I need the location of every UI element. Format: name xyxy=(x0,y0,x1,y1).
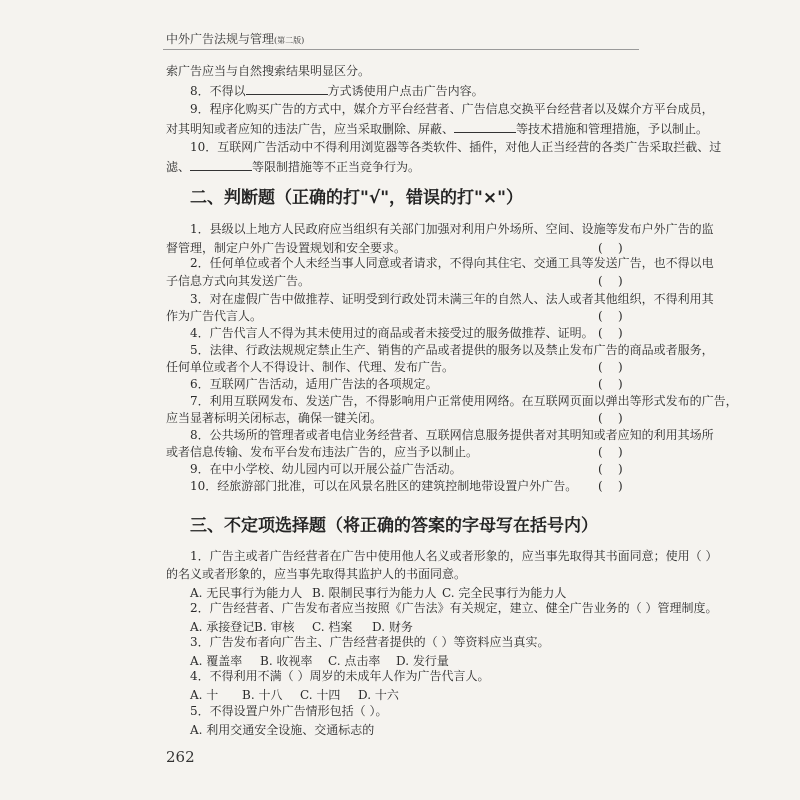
answer-parentheses[interactable]: ( ) xyxy=(598,445,623,459)
text-line: 2．任何单位或者个人未经当事人同意或者请求，不得向其住宅、交通工具等发送广告，也不得以电 xyxy=(190,256,714,270)
fill-blank-question-8: 8．不得以 方式诱使用户点击广告内容。 xyxy=(190,84,484,98)
option-b[interactable]: B. 收视率 xyxy=(260,654,313,668)
option-c[interactable]: C. 点击率 xyxy=(328,654,381,668)
option-d[interactable]: D. 财务 xyxy=(372,620,413,634)
text-line: 3．广告发布者向广告主、广告经营者提供的（ ）等资料应当真实。 xyxy=(190,635,550,649)
text-line: 的名义或者形象的，应当事先取得其监护人的书面同意。 xyxy=(166,567,467,581)
answer-parentheses[interactable]: ( ) xyxy=(598,326,623,340)
answer-parentheses[interactable]: ( ) xyxy=(598,274,623,288)
text-line: 作为广告代言人。 xyxy=(166,309,263,323)
text-line: 督管理，制定户外广告设置规划和安全要求。 xyxy=(166,241,407,255)
option-a[interactable]: A. 覆盖率 xyxy=(190,654,243,668)
section-title-true-false: 二、判断题（正确的打"√"，错误的打"×"） xyxy=(190,188,524,208)
text-line: 子信息方式向其发送广告。 xyxy=(166,274,311,288)
fill-blank-question-9: 对其明知或者应知的违法广告，应当采取删除、屏蔽、 等技术措施和管理措施，予以制止。 xyxy=(166,122,709,136)
option-b[interactable]: B. 限制民事行为能力人 xyxy=(312,586,437,600)
text-line: 1．县级以上地方人民政府应当组织有关部门加强对利用户外场所、空间、设施等发布户外广告的监 xyxy=(190,222,714,236)
text-line: 10．互联网广告活动中不得利用浏览器等各类软件、插件，对他人正当经营的各类广告采取拦截、过 xyxy=(190,140,722,154)
text-line: 4．不得利用不满（ ）周岁的未成年人作为广告代言人。 xyxy=(190,669,490,683)
option-b[interactable]: B. 十八 xyxy=(242,688,283,702)
text-line: 5．不得设置户外广告情形包括（ ）。 xyxy=(190,704,388,718)
option-b[interactable]: B. 审核 xyxy=(254,620,295,634)
answer-parentheses[interactable]: ( ) xyxy=(598,462,623,476)
answer-parentheses[interactable]: ( ) xyxy=(598,360,623,374)
header-rule xyxy=(163,49,639,50)
answer-parentheses[interactable]: ( ) xyxy=(598,377,623,391)
answer-blank[interactable] xyxy=(190,159,252,171)
option-d[interactable]: D. 十六 xyxy=(358,688,399,702)
text-line: 8．公共场所的管理者或者电信业务经营者、互联网信息服务提供者对其明知或者应知的利用其场所 xyxy=(190,428,714,442)
answer-parentheses[interactable]: ( ) xyxy=(598,479,623,493)
text-line: 或者信息传输、发布平台发布违法广告的，应当予以制止。 xyxy=(166,445,479,459)
option-c[interactable]: C. 十四 xyxy=(300,688,341,702)
running-header xyxy=(166,30,304,47)
option-a[interactable]: A. 十 xyxy=(190,688,219,702)
edition-label: (第二版) xyxy=(274,36,305,45)
text-line: 9．在中小学校、幼儿园内可以开展公益广告活动。 xyxy=(190,462,462,476)
option-d[interactable]: D. 发行量 xyxy=(396,654,449,668)
option-a[interactable]: A. 承接登记 xyxy=(190,620,255,634)
text-line: 2．广告经营者、广告发布者应当按照《广告法》有关规定，建立、健全广告业务的（ ）管理制度。 xyxy=(190,601,718,615)
text-line: 10．经旅游部门批准，可以在风景名胜区的建筑控制地带设置户外广告。 xyxy=(190,479,578,493)
option-c[interactable]: C. 完全民事行为能力人 xyxy=(442,586,567,600)
answer-parentheses[interactable]: ( ) xyxy=(598,309,623,323)
text-line: 7．利用互联网发布、发送广告，不得影响用户正常使用网络。在互联网页面以弹出等形式发布的广告， xyxy=(190,394,738,408)
text-line: 任何单位或者个人不得设计、制作、代理、发布广告。 xyxy=(166,360,455,374)
answer-parentheses[interactable]: ( ) xyxy=(598,411,623,425)
option-c[interactable]: C. 档案 xyxy=(312,620,353,634)
text-line: 应当显著标明关闭标志，确保一键关闭。 xyxy=(166,411,383,425)
answer-parentheses[interactable]: ( ) xyxy=(598,241,623,255)
option-a[interactable]: A. 无民事行为能力人 xyxy=(190,586,303,600)
page-number: 262 xyxy=(166,748,195,766)
text-line: 1．广告主或者广告经营者在广告中使用他人名义或者形象的，应当事先取得其书面同意；使用（ ） xyxy=(190,549,718,563)
option-a[interactable]: A. 利用交通安全设施、交通标志的 xyxy=(190,723,375,737)
text-line: 9．程序化购买广告的方式中，媒介方平台经营者、广告信息交换平台经营者以及媒介方平台成员， xyxy=(190,102,714,116)
text-line: 3．对在虚假广告中做推荐、证明受到行政处罚未满三年的自然人、法人或者其他组织，不得利用其 xyxy=(190,292,714,306)
section-title-multiple-choice: 三、不定项选择题（将正确的答案的字母写在括号内） xyxy=(190,516,598,536)
answer-blank[interactable] xyxy=(454,121,516,133)
book-title: 中外广告法规与管理 xyxy=(166,32,275,46)
answer-blank[interactable] xyxy=(246,83,328,95)
text-line: 6．互联网广告活动，适用广告法的各项规定。 xyxy=(190,377,438,391)
text-line: 4．广告代言人不得为其未使用过的商品或者未接受过的服务做推荐、证明。 xyxy=(190,326,594,340)
text-line: 索广告应当与自然搜索结果明显区分。 xyxy=(166,64,371,78)
fill-blank-question-10: 滤、 等限制措施等不正当竞争行为。 xyxy=(166,160,421,174)
text-line: 5．法律、行政法规规定禁止生产、销售的产品或者提供的服务以及禁止发布广告的商品或者服务， xyxy=(190,343,714,357)
